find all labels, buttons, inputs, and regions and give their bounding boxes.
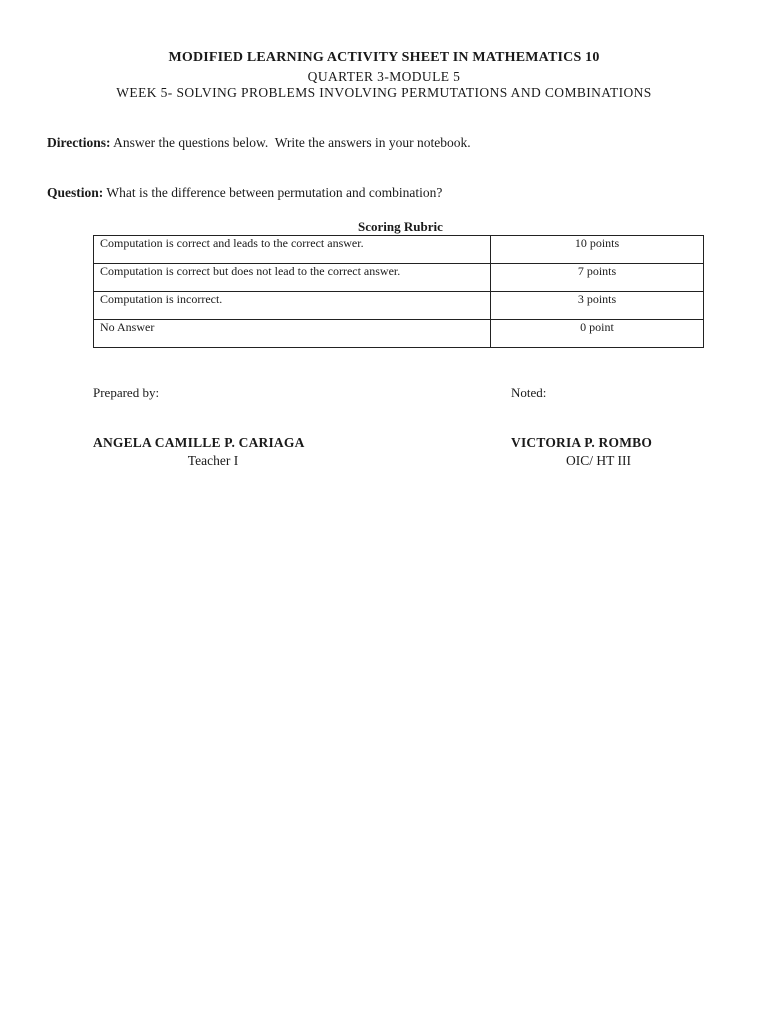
rubric-title: Scoring Rubric: [358, 219, 443, 234]
scoring-rubric-table: [93, 235, 704, 348]
rubric-points: 10 points: [491, 236, 704, 264]
noter-role: OIC/ HT III: [566, 453, 631, 468]
table-row: [94, 264, 704, 292]
rubric-criterion: Computation is correct and leads to the correct answer.: [94, 236, 491, 264]
table-row: [94, 320, 704, 348]
rubric-points: 7 points: [491, 264, 704, 292]
rubric-criterion: No Answer: [94, 320, 491, 348]
table-row: [94, 236, 704, 264]
rubric-criterion: Computation is incorrect.: [94, 292, 491, 320]
week-topic: WEEK 5- SOLVING PROBLEMS INVOLVING PERMUTATIONS AND COMBINATIONS: [116, 85, 652, 100]
directions-label: Directions:: [47, 135, 111, 150]
noter-name: VICTORIA P. ROMBO: [511, 435, 653, 450]
question-text: What is the difference between permutation and combination?: [103, 185, 443, 200]
question: [47, 185, 442, 201]
table-row: [94, 292, 704, 320]
preparer-name: ANGELA CAMILLE P. CARIAGA: [93, 435, 305, 450]
directions-text: Answer the questions below. Write the answers in your notebook.: [110, 135, 471, 150]
document-title: MODIFIED LEARNING ACTIVITY SHEET IN MATHEMATICS 10: [168, 50, 600, 65]
quarter-module: QUARTER 3-MODULE 5: [307, 69, 461, 84]
question-label: Question:: [47, 185, 104, 200]
noted-label: Noted:: [511, 385, 547, 400]
directions: [47, 135, 471, 151]
prepared-by-label: Prepared by:: [93, 385, 160, 400]
rubric-points: 0 point: [491, 320, 704, 348]
rubric-points: 3 points: [491, 292, 704, 320]
rubric-criterion: Computation is correct but does not lead to the correct answer.: [94, 264, 491, 292]
preparer-role: Teacher I: [187, 453, 239, 468]
